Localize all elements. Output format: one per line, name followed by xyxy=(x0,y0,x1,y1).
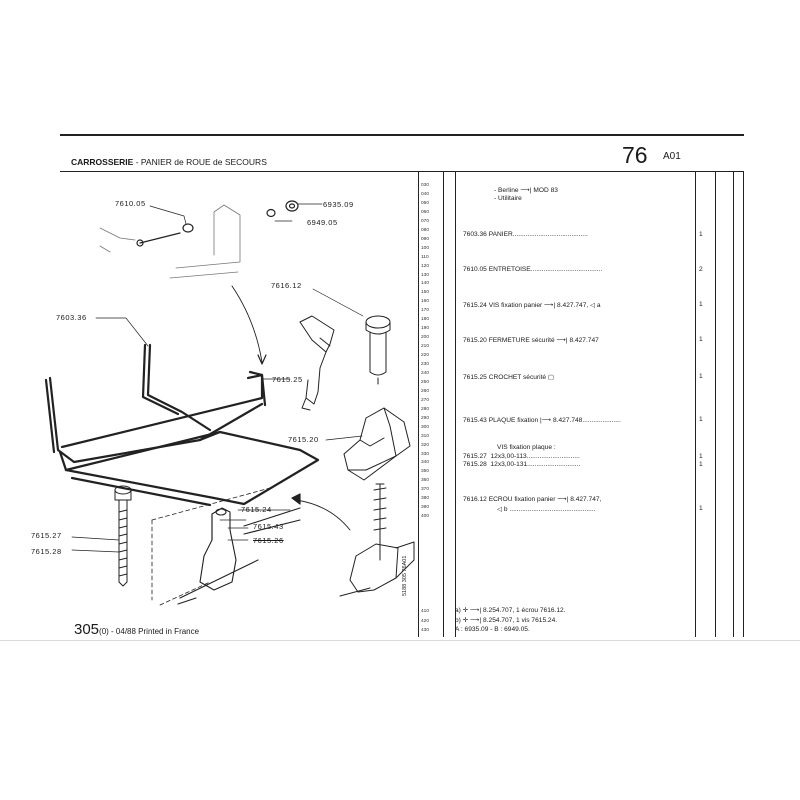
line-number: 290 xyxy=(421,415,430,421)
line-number: 080 xyxy=(421,227,430,233)
group-number: 76 xyxy=(622,142,648,168)
line-number: 120 xyxy=(421,263,430,269)
line-number: 150 xyxy=(421,290,430,296)
hook-7615-25 xyxy=(300,316,334,410)
line-number: 350 xyxy=(421,469,430,475)
vertical-code: 5188 305 76A01 xyxy=(402,555,408,596)
nut-ref: 7616.12 xyxy=(463,496,487,503)
callout-7615-28: 7615.28 xyxy=(31,547,62,556)
part-qty: 1 xyxy=(699,301,703,308)
line-number: 200 xyxy=(421,335,430,341)
line-number: 100 xyxy=(421,245,430,251)
line-number: 260 xyxy=(421,388,430,394)
line-number: 280 xyxy=(421,406,430,412)
line-number: 340 xyxy=(421,460,430,466)
line-number: 180 xyxy=(421,317,430,323)
latch-7615-20 xyxy=(344,408,410,480)
callout-6949-05: 6949.05 xyxy=(307,218,338,227)
callout-7615-26: 7615.26 xyxy=(253,536,284,545)
screw-heading: VIS fixation plaque : xyxy=(497,444,556,451)
screw-qty: 1 xyxy=(699,453,703,460)
screw-ref: 7615.28 xyxy=(463,461,487,468)
footnote-c: A : 6935.09 - B : 6949.05. xyxy=(455,626,530,633)
part-ref: 7603.36 xyxy=(463,231,487,238)
line-number: 090 xyxy=(421,236,430,242)
page-number: 305 xyxy=(74,621,100,638)
version-utilitaire: - Utilitaire xyxy=(494,195,522,202)
washers xyxy=(267,201,298,217)
part-qty: 1 xyxy=(699,373,703,380)
part-ref: 7610.05 xyxy=(463,266,487,273)
screw-desc: 12x3,00-113............................. xyxy=(490,453,580,460)
line-number: 040 xyxy=(421,191,430,197)
line-number: 110 xyxy=(421,254,429,260)
line-number: 230 xyxy=(421,362,430,367)
sheet-id: A01 xyxy=(663,151,681,162)
line-number: 430 xyxy=(421,628,430,633)
line-number: 250 xyxy=(421,379,430,385)
line-number: 420 xyxy=(421,618,430,624)
line-number: 240 xyxy=(421,370,430,376)
callout-7615-25: 7615.25 xyxy=(272,375,303,384)
screw-ref: 7615.27 xyxy=(463,453,487,460)
callout-7615-24: 7615.24 xyxy=(241,505,272,514)
line-number: 410 xyxy=(421,609,430,614)
line-number: 030 xyxy=(421,183,430,188)
line-number: 190 xyxy=(421,326,430,332)
callout-7610-05: 7610.05 xyxy=(115,199,146,208)
line-number: 140 xyxy=(421,281,430,287)
nut-desc-line2: ◁ b ............................................... xyxy=(497,506,596,513)
callout-7615-27: 7615.27 xyxy=(31,531,62,540)
line-number: 380 xyxy=(421,496,430,502)
screw-desc: 12x3,00-131............................. xyxy=(490,461,581,468)
line-number: 060 xyxy=(421,209,430,215)
part-desc: PANIER......................................... xyxy=(488,231,588,238)
line-number: 160 xyxy=(421,299,430,305)
spacer-7610-05 xyxy=(137,224,193,246)
part-desc: FERMETURE sécurité ⟶| 8.427.747 xyxy=(488,337,599,344)
callout-7616-12: 7616.12 xyxy=(271,281,302,290)
line-number: 270 xyxy=(421,397,430,403)
part-qty: 1 xyxy=(699,336,703,343)
callout-7615-20: 7615.20 xyxy=(288,435,319,444)
line-number: 170 xyxy=(421,308,430,314)
part-desc: PLAQUE fixation |⟶ 8.427.748..................... xyxy=(488,417,621,424)
part-desc: CROCHET sécurité ▢ xyxy=(488,374,555,381)
line-number: 130 xyxy=(421,272,430,278)
line-number: 050 xyxy=(421,200,430,206)
line-number: 370 xyxy=(421,487,430,493)
part-qty: 1 xyxy=(699,416,703,423)
part-qty: 2 xyxy=(699,266,703,273)
nut-desc: ECROU fixation panier ⟶| 8.427.747, xyxy=(488,496,602,503)
line-number: 310 xyxy=(421,433,430,439)
title-rest: - PANIER de ROUE de SECOURS xyxy=(133,157,267,167)
callout-6935-09: 6935.09 xyxy=(323,200,354,209)
bolt-7615-27 xyxy=(115,486,131,586)
line-number: 220 xyxy=(421,353,430,359)
footnote-b: b) ✛ ⟶| 8.254.707, 1 vis 7615.24. xyxy=(455,617,558,624)
title-bold: CARROSSERIE xyxy=(71,157,134,167)
basket-7603-36 xyxy=(46,345,318,505)
part-ref: 7615.24 xyxy=(463,302,487,309)
line-number: 300 xyxy=(421,424,430,430)
line-number: 210 xyxy=(421,344,430,350)
line-number: 070 xyxy=(421,218,430,224)
part-ref: 7615.25 xyxy=(463,374,487,381)
line-number: 390 xyxy=(421,505,430,511)
edition-note: (0) - 04/88 Printed in France xyxy=(99,627,200,636)
line-number: 320 xyxy=(421,442,430,448)
bracket-7615-24 xyxy=(340,484,414,596)
version-berline: - Berline ⟶| MOD 83 xyxy=(494,187,558,194)
part-desc: ENTRETOISE....................................... xyxy=(488,266,603,273)
screw-qty: 1 xyxy=(699,461,703,468)
part-qty: 1 xyxy=(699,231,703,238)
nut-qty: 1 xyxy=(699,505,703,512)
part-ref: 7615.20 xyxy=(463,337,487,344)
callout-7603-36: 7603.36 xyxy=(56,313,87,322)
line-number: 360 xyxy=(421,478,430,484)
line-number: 400 xyxy=(421,514,430,520)
part-ref: 7615.43 xyxy=(463,417,487,424)
nut-7616-12 xyxy=(366,316,390,384)
callout-7615-43: 7615.43 xyxy=(253,522,284,531)
line-number: 330 xyxy=(421,451,430,457)
footnote-a: a) ✛ ⟶| 8.254.707, 1 écrou 7616.12. xyxy=(455,607,566,614)
part-desc: VIS fixation panier ⟶| 8.427.747, ◁ a xyxy=(488,302,601,309)
bracket-sketch xyxy=(100,205,240,278)
